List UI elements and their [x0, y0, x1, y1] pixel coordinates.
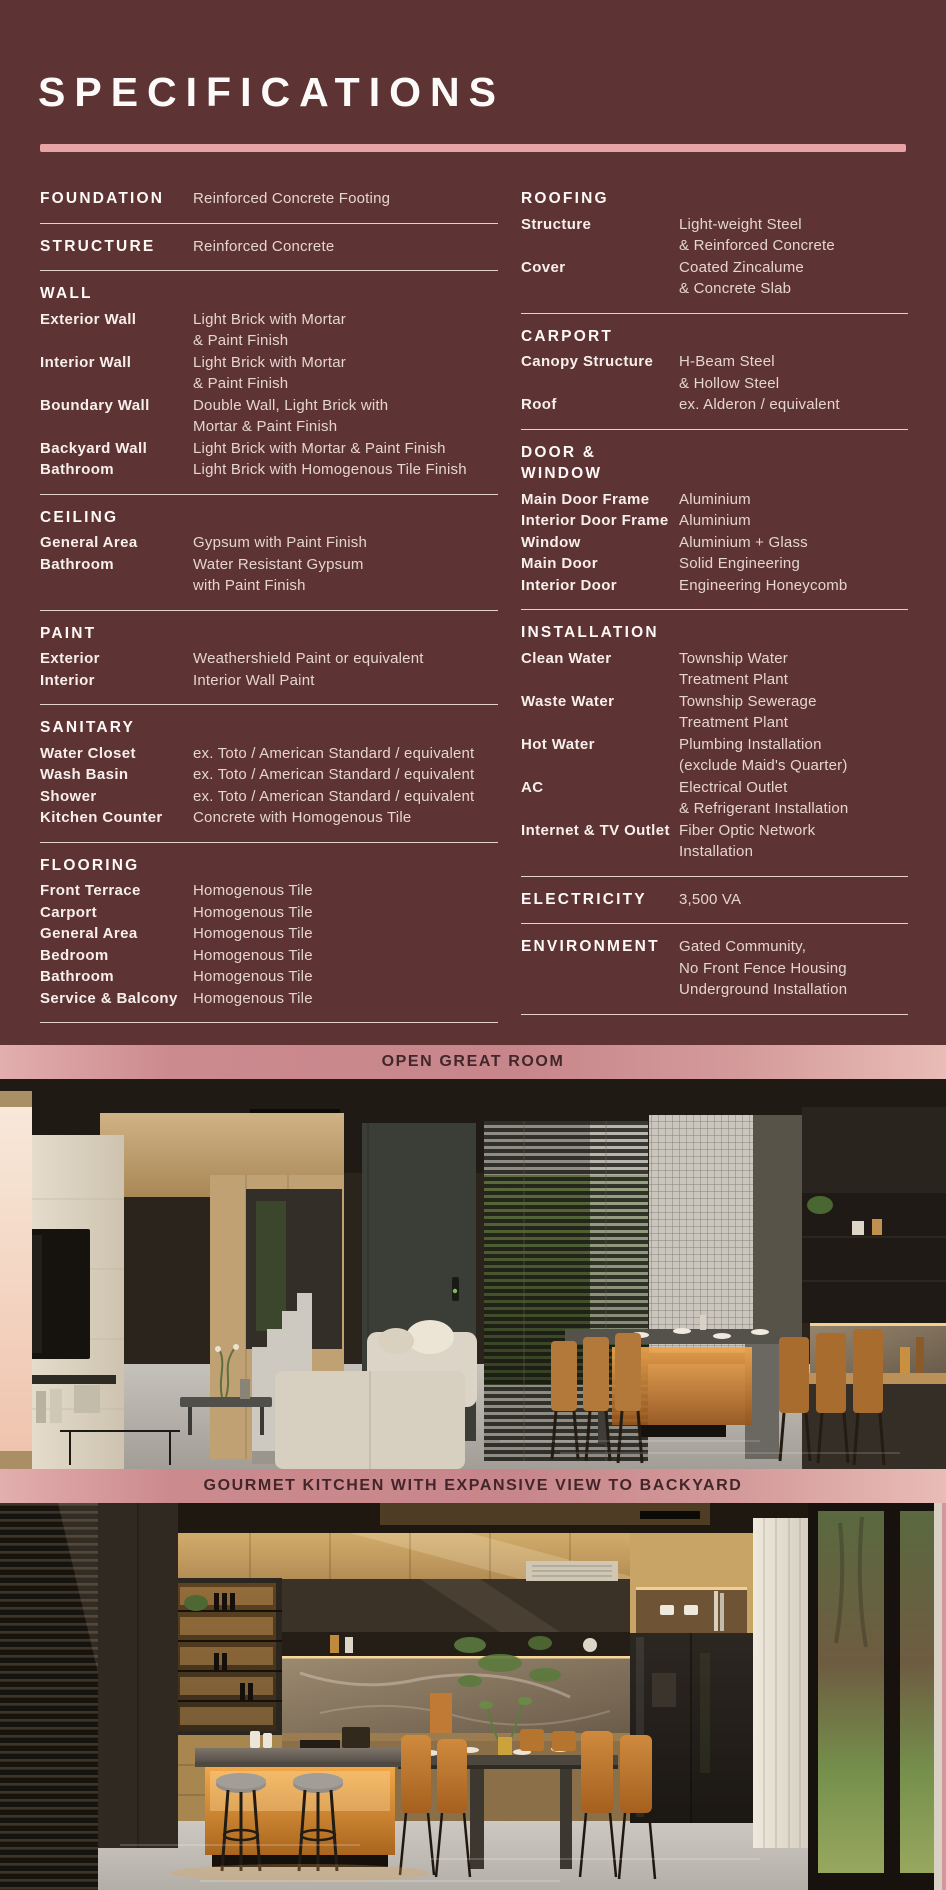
spec-value-line: Fiber Optic Network [679, 821, 816, 839]
spec-row-ac [521, 777, 908, 820]
spec-value-line: Homogenous Tile [193, 903, 313, 921]
spec-row-value [193, 807, 411, 829]
spec-section-electricity [521, 877, 908, 925]
spec-value-line: & Hollow Steel [679, 374, 780, 392]
spec-row-label: Backyard Wall [40, 439, 148, 457]
spec-row-label: General Area [40, 534, 138, 551]
spec-row-main-door [521, 553, 908, 575]
section-heading-environment: ENVIRONMENT [521, 938, 660, 955]
spec-row-bedroom [40, 945, 498, 967]
kitchen-photo [0, 1503, 946, 1890]
spec-row-boundary-wall [40, 395, 498, 438]
spec-row-value [679, 734, 848, 777]
spec-row-value [193, 764, 474, 786]
section-heading-row [521, 889, 908, 911]
spec-row-value [679, 214, 835, 257]
great-room-illustration [0, 1079, 946, 1469]
spec-row-value [679, 691, 817, 734]
spec-row-general-area [40, 923, 498, 945]
spec-row-label: Carport [40, 903, 97, 921]
spec-row-value [193, 902, 313, 924]
spec-row-value [679, 648, 788, 691]
section-heading-roofing: ROOFING [521, 190, 609, 207]
spec-row-label: General Area [40, 925, 138, 942]
spec-section-sanitary [40, 705, 498, 843]
banner-caption: GOURMET KITCHEN WITH EXPANSIVE VIEW TO BACKYARD [203, 1477, 743, 1494]
spec-row-value [193, 309, 346, 352]
section-heading-sanitary: SANITARY [40, 719, 136, 736]
spec-row-label: Interior Wall [40, 353, 132, 371]
spec-row-value [679, 820, 815, 863]
spec-row-label: Canopy Structure [521, 353, 654, 370]
spec-value-line: Mortar & Paint Finish [193, 418, 338, 435]
section-heading-ceiling: CEILING [40, 508, 119, 526]
section-heading-row [521, 188, 908, 210]
spec-row-value [193, 648, 424, 670]
spec-row-main-door-frame [521, 489, 908, 511]
spec-row-backyard-wall [40, 438, 498, 460]
section-heading-row [40, 717, 498, 739]
spec-row-label: Service & Balcony [40, 989, 178, 1007]
spec-value-line: Solid Engineering [679, 555, 800, 572]
spec-value-line: Homogenous Tile [193, 925, 313, 942]
spec-value-line: Treatment Plant [679, 671, 789, 688]
spec-row-structure [521, 214, 908, 257]
spec-row-hot-water [521, 734, 908, 777]
section-heading-row [40, 855, 498, 877]
spec-row-value [679, 936, 847, 1001]
spec-value-line: Light-weight Steel [679, 215, 802, 233]
spec-value-line: & Refrigerant Installation [679, 800, 849, 817]
spec-row-label: Interior [40, 671, 95, 689]
spec-row-label: Bathroom [40, 555, 115, 573]
spec-row-label: Main Door Frame [521, 490, 650, 508]
spec-value-line: Homogenous Tile [193, 882, 313, 899]
spec-row-value [193, 554, 364, 597]
spec-section-paint [40, 611, 498, 706]
spec-section-foundation [40, 186, 498, 224]
spec-value-line: Aluminium [679, 490, 751, 508]
spec-row-value [193, 966, 313, 988]
spec-section-wall [40, 271, 498, 495]
section-heading-row [521, 442, 908, 485]
spec-row-service-balcony [40, 988, 498, 1010]
spec-row-general-area [40, 532, 498, 554]
spec-value-line: ex. Toto / American Standard / equivalent [193, 744, 475, 762]
section-heading-row [521, 936, 908, 1001]
spec-row-value [193, 395, 388, 438]
spec-value-line: H-Beam Steel [679, 353, 775, 370]
spec-row-value [193, 786, 474, 808]
spec-row-cover [521, 257, 908, 300]
section-heading-flooring: FLOORING [40, 856, 140, 874]
spec-value-line: Interior Wall Paint [193, 671, 315, 689]
spec-row-value [193, 945, 313, 967]
spec-value-line: & Reinforced Concrete [679, 237, 835, 254]
spec-row-interior-door-frame [521, 510, 908, 532]
spec-row-label: Cover [521, 258, 566, 276]
section-heading-row [40, 188, 498, 210]
spec-value-line: Electrical Outlet [679, 778, 788, 796]
spec-value-line: Reinforced Concrete Footing [193, 190, 391, 207]
spec-row-value [679, 257, 804, 300]
spec-value-line: Double Wall, Light Brick with [193, 396, 389, 414]
spec-row-label: Internet & TV Outlet [521, 821, 670, 839]
section-heading-wall: WALL [40, 285, 93, 302]
spec-value-line: Coated Zincalume [679, 258, 804, 276]
spec-section-environment [521, 924, 908, 1015]
spec-row-label: Structure [521, 215, 592, 233]
spec-value-line: Weathershield Paint or equivalent [193, 650, 424, 667]
photo-banner-kitchen [0, 1469, 946, 1503]
spec-row-label: Kitchen Counter [40, 809, 163, 826]
spec-row-label: Bathroom [40, 968, 115, 985]
spec-row-bathroom [40, 966, 498, 988]
spec-value-line: Plumbing Installation [679, 735, 822, 753]
spec-value-line: & Paint Finish [193, 332, 289, 349]
spec-section-installation [521, 610, 908, 877]
spec-column-right [521, 186, 908, 1015]
spec-row-label: Exterior Wall [40, 310, 137, 328]
section-heading-row [40, 236, 498, 258]
spec-value-line: Township Sewerage [679, 692, 817, 710]
spec-row-water-closet [40, 743, 498, 765]
section-heading-paint: PAINT [40, 624, 97, 642]
spec-row-label: Interior Door Frame [521, 512, 669, 529]
spec-row-value [679, 553, 800, 575]
spec-value-line: ex. Toto / American Standard / equivalent [193, 787, 475, 805]
spec-section-ceiling [40, 495, 498, 611]
section-heading-row [521, 326, 908, 348]
spec-value-line: Engineering Honeycomb [679, 576, 848, 594]
spec-row-kitchen-counter [40, 807, 498, 829]
spec-row-value [193, 459, 467, 481]
section-heading-carport: CARPORT [521, 327, 614, 345]
spec-value-line: Homogenous Tile [193, 968, 313, 985]
spec-row-internet-tv-outlet [521, 820, 908, 863]
spec-value-line: & Paint Finish [193, 375, 289, 392]
spec-value-line: (exclude Maid's Quarter) [679, 757, 848, 774]
spec-row-interior-door [521, 575, 908, 597]
spec-row-label: Wash Basin [40, 766, 129, 783]
spec-value-line: Light Brick with Mortar [193, 353, 346, 371]
spec-row-value [679, 510, 751, 532]
spec-value-line: Water Resistant Gypsum [193, 555, 364, 573]
kitchen-illustration [0, 1503, 946, 1890]
spec-row-value [679, 489, 751, 511]
section-heading-foundation: FOUNDATION [40, 190, 165, 207]
spec-row-value [679, 889, 741, 911]
spec-row-value [679, 351, 779, 394]
spec-value-line: & Concrete Slab [679, 280, 792, 297]
spec-value-line: Township Water [679, 649, 788, 667]
spec-section-door-window [521, 430, 908, 611]
spec-row-interior-wall [40, 352, 498, 395]
spec-section-structure [40, 224, 498, 272]
section-heading-row [40, 507, 498, 529]
spec-row-label: AC [521, 778, 544, 796]
title-underline-bar [40, 144, 906, 152]
spec-row-value [193, 236, 334, 258]
spec-value-line: Aluminium + Glass [679, 533, 808, 551]
spec-row-label: Front Terrace [40, 882, 141, 899]
spec-value-line: Reinforced Concrete [193, 237, 335, 255]
spec-row-front-terrace [40, 880, 498, 902]
spec-value-line: Installation [679, 843, 754, 860]
spec-value-line: Gated Community, [679, 938, 807, 955]
spec-row-label: Shower [40, 787, 97, 805]
spec-row-label: Interior Door [521, 576, 618, 594]
spec-row-value [193, 670, 315, 692]
spec-value-line: ex. Alderon / equivalent [679, 396, 840, 413]
spec-section-roofing [521, 186, 908, 314]
spec-value-line: Gypsum with Paint Finish [193, 534, 368, 551]
spec-row-value [679, 394, 840, 416]
spec-row-carport [40, 902, 498, 924]
spec-value-line: Light Brick with Homogenous Tile Finish [193, 461, 467, 478]
spec-row-wash-basin [40, 764, 498, 786]
spec-value-line: ex. Toto / American Standard / equivalent [193, 766, 475, 783]
spec-row-label: Waste Water [521, 692, 615, 710]
section-heading-installation: INSTALLATION [521, 624, 659, 641]
spec-row-label: Bathroom [40, 461, 115, 478]
spec-row-value [679, 575, 847, 597]
spec-row-value [193, 188, 390, 210]
spec-value-line: Concrete with Homogenous Tile [193, 809, 412, 826]
great-room-photo [0, 1079, 946, 1469]
section-heading-row [40, 623, 498, 645]
section-heading-structure: STRUCTURE [40, 237, 156, 255]
spec-row-interior [40, 670, 498, 692]
spec-row-value [193, 923, 313, 945]
spec-row-bathroom [40, 554, 498, 597]
section-heading-row [40, 283, 498, 305]
spec-row-waste-water [521, 691, 908, 734]
spec-value-line: Homogenous Tile [193, 989, 313, 1007]
spec-row-canopy-structure [521, 351, 908, 394]
spec-section-flooring [40, 843, 498, 1024]
spec-row-label: Bedroom [40, 946, 109, 964]
spec-value-line: Underground Installation [679, 981, 848, 998]
spec-section-carport [521, 314, 908, 430]
spec-row-label: Window [521, 533, 581, 551]
spec-row-shower [40, 786, 498, 808]
spec-row-roof [521, 394, 908, 416]
spec-row-window [521, 532, 908, 554]
spec-row-exterior [40, 648, 498, 670]
section-heading-door-window: DOOR & WINDOW [521, 443, 603, 482]
section-heading-row [521, 622, 908, 644]
spec-row-label: Hot Water [521, 735, 595, 753]
spec-column-left [40, 186, 498, 1023]
spec-row-value [193, 532, 367, 554]
spec-row-label: Exterior [40, 650, 100, 667]
spec-value-line: Light Brick with Mortar [193, 310, 346, 328]
spec-row-value [679, 532, 808, 554]
spec-row-label: Clean Water [521, 649, 612, 667]
spec-row-value [193, 988, 313, 1010]
spec-row-label: Water Closet [40, 744, 136, 762]
photo-banner-great-room [0, 1045, 946, 1079]
spec-row-value [193, 880, 313, 902]
spec-value-line: with Paint Finish [193, 577, 306, 594]
spec-row-exterior-wall [40, 309, 498, 352]
spec-value-line: No Front Fence Housing [679, 959, 847, 977]
spec-value-line: Treatment Plant [679, 714, 789, 731]
spec-row-value [193, 352, 346, 395]
spec-row-value [193, 743, 474, 765]
spec-value-line: Light Brick with Mortar & Paint Finish [193, 439, 446, 457]
spec-row-value [193, 438, 446, 460]
page-title: SPECIFICATIONS [38, 69, 505, 115]
spec-row-label: Main Door [521, 555, 598, 572]
section-heading-electricity: ELECTRICITY [521, 890, 647, 908]
spec-row-clean-water [521, 648, 908, 691]
spec-value-line: Homogenous Tile [193, 946, 313, 964]
spec-row-label: Boundary Wall [40, 396, 150, 414]
banner-caption: OPEN GREAT ROOM [381, 1053, 565, 1070]
spec-row-bathroom [40, 459, 498, 481]
spec-row-value [679, 777, 848, 820]
spec-value-line: Aluminium [679, 512, 751, 529]
spec-row-label: Roof [521, 396, 557, 413]
spec-value-line: 3,500 VA [679, 890, 742, 908]
